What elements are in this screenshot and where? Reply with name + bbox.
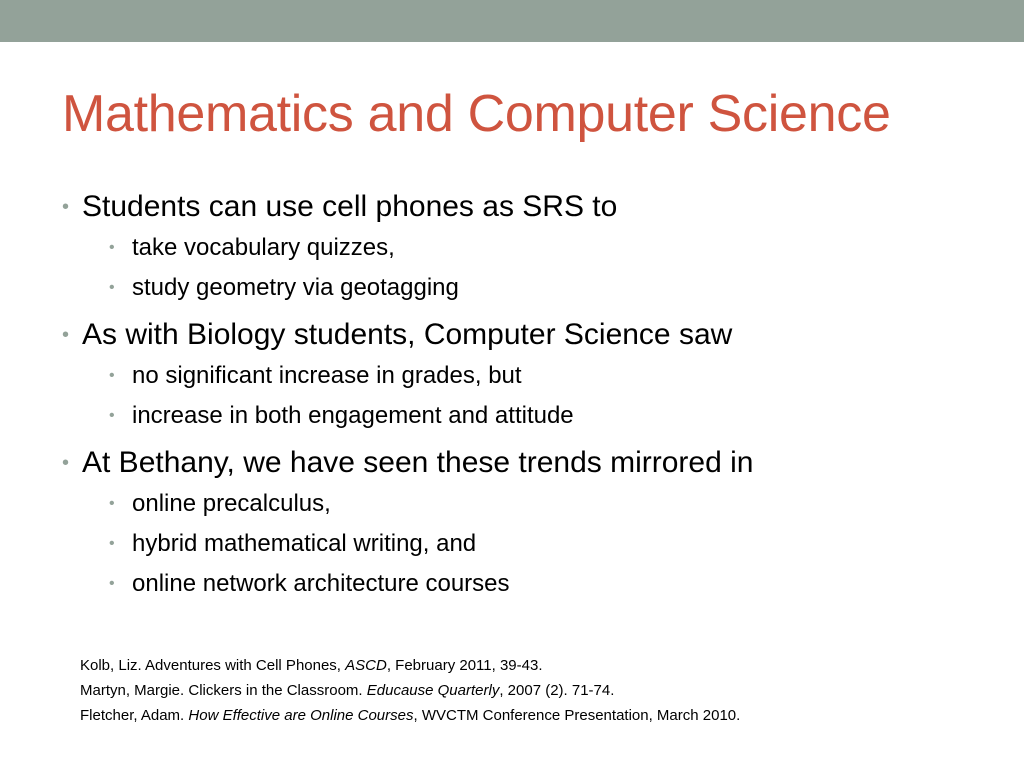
sub-bullet-item xyxy=(100,396,982,436)
sub-bullet-item xyxy=(100,564,982,604)
reference-kolb xyxy=(80,653,980,678)
sub-bullet-icon: • xyxy=(109,535,115,552)
sub-bullet-icon: • xyxy=(109,239,115,256)
sub-bullet-item xyxy=(100,524,982,564)
sub-bullet-item xyxy=(100,228,982,268)
reference-fletcher xyxy=(80,703,980,728)
sub-bullet-icon: • xyxy=(109,367,115,384)
reference-source: How Effective are Online Courses xyxy=(188,707,414,724)
reference-source: Educause Quarterly xyxy=(366,682,500,699)
sub-bullet-icon: • xyxy=(109,407,115,424)
reference-details: , WVCTM Conference Presentation, March 2010. xyxy=(413,707,741,724)
sub-bullet-item xyxy=(100,356,982,396)
bullet-text: At Bethany, we have seen these trends mirrored in xyxy=(82,446,754,479)
sub-bullet-text: online network architecture courses xyxy=(132,570,510,597)
sub-bullet-item xyxy=(100,268,982,308)
bullet-list xyxy=(62,186,982,604)
sub-bullet-text: take vocabulary quizzes, xyxy=(132,234,395,261)
sub-bullet-text: online precalculus, xyxy=(132,490,331,517)
bullet-item xyxy=(62,442,982,604)
bullet-item xyxy=(62,314,982,436)
reference-author: Martyn, Margie. Clickers in the Classroom. xyxy=(80,682,367,699)
sub-bullet-text: study geometry via geotagging xyxy=(132,274,459,301)
reference-details: , 2007 (2). 71-74. xyxy=(499,682,615,699)
sub-bullet-icon: • xyxy=(109,575,115,592)
bullet-icon: • xyxy=(62,324,70,346)
sub-bullet-item xyxy=(100,484,982,524)
bullet-text: As with Biology students, Computer Science saw xyxy=(82,318,733,351)
bullet-text: Students can use cell phones as SRS to xyxy=(82,190,618,223)
bullet-item xyxy=(62,186,982,308)
sub-bullet-text: increase in both engagement and attitude xyxy=(132,402,574,429)
bullet-icon: • xyxy=(62,452,70,474)
sub-bullet-text: no significant increase in grades, but xyxy=(132,362,522,389)
sub-bullet-icon: • xyxy=(109,495,115,512)
sub-bullet-list xyxy=(82,484,982,604)
sub-bullet-list xyxy=(82,228,982,308)
sub-bullet-text: hybrid mathematical writing, and xyxy=(132,530,477,557)
reference-source: ASCD xyxy=(345,657,387,674)
reference-author: Kolb, Liz. Adventures with Cell Phones, xyxy=(80,657,346,674)
references xyxy=(80,653,980,728)
reference-martyn xyxy=(80,678,980,703)
reference-details: , February 2011, 39-43. xyxy=(386,657,543,674)
top-color-band xyxy=(0,0,1024,42)
bullet-icon: • xyxy=(62,196,70,218)
sub-bullet-list xyxy=(82,356,982,436)
reference-author: Fletcher, Adam. xyxy=(80,707,189,724)
slide-title: Mathematics and Computer Science xyxy=(62,85,891,143)
sub-bullet-icon: • xyxy=(109,279,115,296)
